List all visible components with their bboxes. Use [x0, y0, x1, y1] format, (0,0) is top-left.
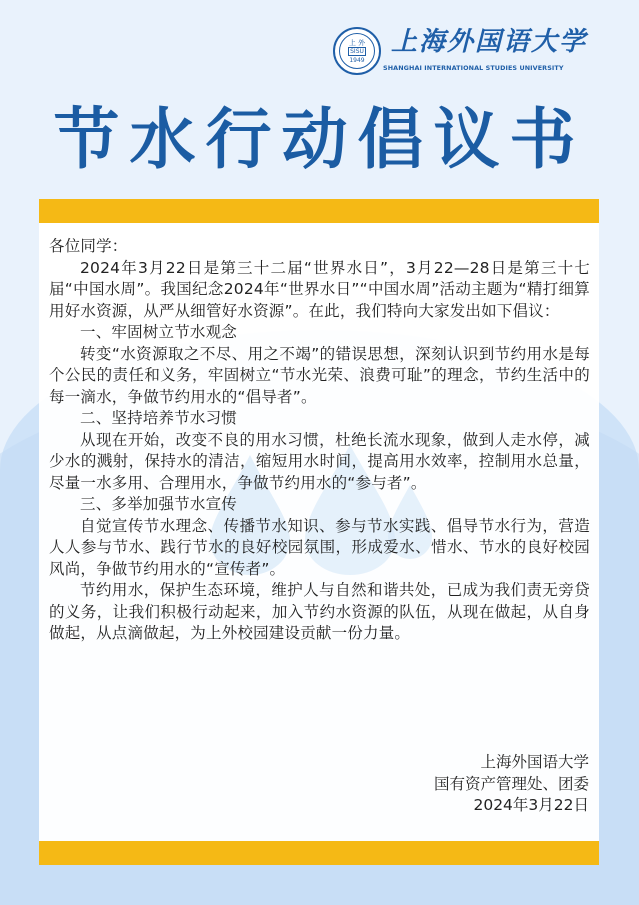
section2-title: 二、坚持培养节水习惯	[80, 409, 238, 427]
letter-body	[49, 236, 590, 645]
section3-title: 三、多举加强节水宣传	[80, 495, 238, 513]
section3-paragraph: 自觉宣传节水理念、传播节水知识、参与节水实践、倡导节水行为，营造人人参与节水、践行节水的良好校园氛围，形成爱水、惜水、节水的良好校园风尚，争做节约用水的“宣传者”。	[49, 516, 590, 578]
seal-year-text: 1949	[349, 56, 365, 64]
signature-date: 2024年3月22日	[473, 796, 589, 814]
intro-paragraph: 2024年3月22日是第三十二届“世界水日”，3月22—28日是第三十七届“中国水周”。我国纪念2024年“世界水日”“中国水周”活动主题为“精打细算用好水资源，从严从细管好水资源”。在此，我们特向大家发出如下倡议：	[49, 258, 590, 320]
university-seal-icon	[333, 27, 381, 75]
signature-org2: 国有资产管理处、团委	[433, 774, 589, 793]
top-accent-bar	[39, 199, 599, 223]
bottom-accent-bar	[39, 841, 599, 865]
section1-paragraph: 转变“水资源取之不尽、用之不竭”的错误思想，深刻认识到节约用水是每个公民的责任和义务，牢固树立“节水光荣、浪费可耻”的理念，节约生活中的每一滴水，争做节约用水的“倡导者”。	[49, 344, 590, 406]
salutation: 各位同学：	[49, 237, 128, 255]
seal-mid-text: SISU	[350, 47, 364, 55]
signature-block	[434, 752, 589, 817]
signature-org1: 上海外国语大学	[480, 753, 589, 771]
section2-paragraph: 从现在开始，改变不良的用水习惯，杜绝长流水现象，做到人走水停，减少水的溅射，保持水的清洁，缩短用水时间，提高用水效率，控制用水总量，尽量一水多用、合理用水，争做节约用水的“参与者”。	[49, 430, 590, 492]
university-name-cn: 上海外国语大学	[391, 27, 588, 57]
closing-paragraph: 节约用水，保护生态环境，维护人与自然和谐共处，已成为我们责无旁贷的义务，让我们积极行动起来，加入节约水资源的队伍，从现在做起，从自身做起，从点滴做起，为上外校园建设贡献一份力量。	[49, 581, 590, 642]
seal-top-text: 上 外	[348, 38, 366, 47]
header	[0, 0, 639, 95]
section1-title: 一、牢固树立节水观念	[80, 323, 238, 341]
university-name-en: SHANGHAI INTERNATIONAL STUDIES UNIVERSITY	[383, 64, 564, 72]
page-title: 节水行动倡议书	[53, 100, 586, 178]
